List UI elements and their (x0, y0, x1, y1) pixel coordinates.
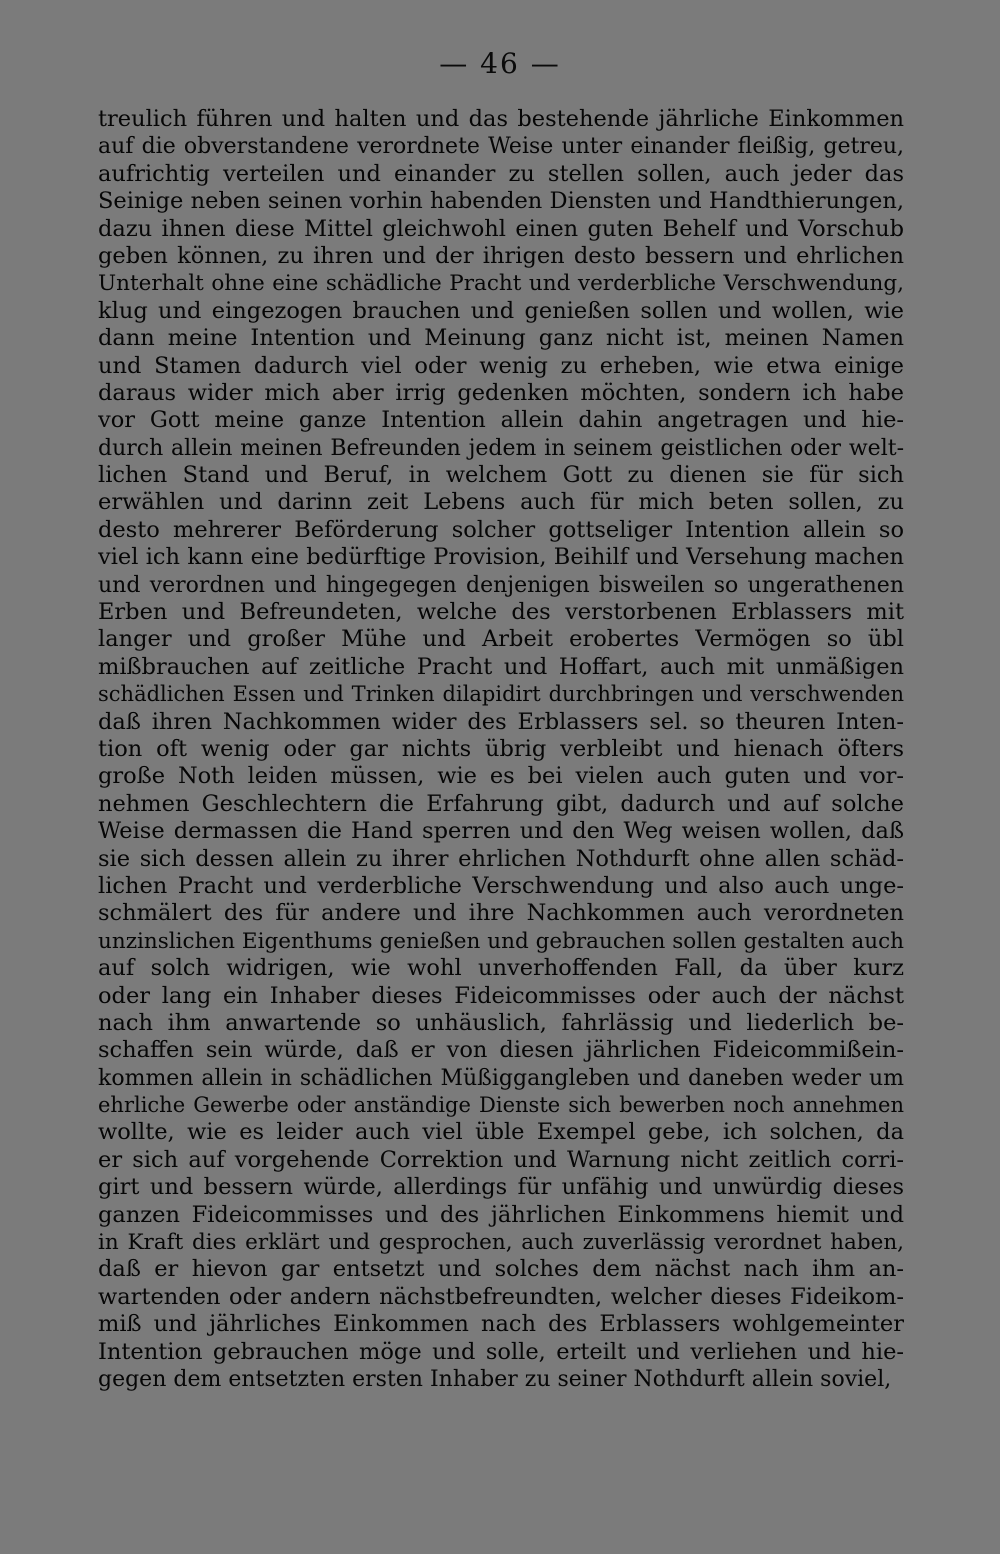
text-line: schmälert des für andere und ihre Nachkommen auch verordneten (98, 900, 904, 927)
text-line: mißbrauchen auf zeitliche Pracht und Hoffart, auch mit unmäßigen (98, 653, 904, 680)
text-line: girt und bessern würde, allerdings für unfähig und unwürdig dieses (98, 1174, 904, 1201)
text-line: schädlichen Essen und Trinken dilapidirt durchbringen und verschwenden (98, 682, 904, 707)
text-line: Unterhalt ohne eine schädliche Pracht und verderbliche Verschwendung, (98, 271, 904, 297)
text-line: lichen Stand und Beruf, in welchem Gott zu dienen sie für sich (98, 462, 904, 489)
text-line: Erben und Befreundeten, welche des verstorbenen Erblassers mit (98, 599, 904, 626)
text-line: nach ihm anwartende so unhäuslich, fahrlässig und liederlich be- (98, 1009, 904, 1036)
text-line: vor Gott meine ganze Intention allein dahin angetragen und hie- (98, 407, 904, 434)
text-line: oder lang ein Inhaber dieses Fideicommisses oder auch der nächst (98, 982, 904, 1009)
text-line: desto mehrerer Beförderung solcher gottseliger Intention allein so (98, 516, 904, 543)
text-line: dann meine Intention und Meinung ganz nicht ist, meinen Namen (98, 325, 904, 352)
text-line: wollte, wie es leider auch viel üble Exempel gebe, ich solchen, da (98, 1119, 904, 1146)
text-line: daß ihren Nachkommen wider des Erblassers sel. so theuren Inten- (98, 708, 904, 735)
text-line: nehmen Geschlechtern die Erfahrung gibt, dadurch und auf solche (98, 790, 904, 817)
text-line: daraus wider mich aber irrig gedenken möchten, sondern ich habe (98, 379, 904, 406)
text-line: auf die obverstandene verordnete Weise unter einander fleißig, getreu, (98, 134, 904, 160)
text-line: viel ich kann eine bedürftige Provision, Beihilf und Versehung machen (98, 544, 904, 571)
text-line: wartenden oder andern nächstbefreundten, welcher dieses Fideikom- (98, 1283, 904, 1310)
text-line: und verordnen und hingegegen denjenigen bisweilen so ungerathenen (98, 572, 904, 598)
text-line: lichen Pracht und verderbliche Verschwendung und also auch unge- (98, 872, 904, 899)
text-line: Weise dermassen die Hand sperren und den Weg weisen wollen, daß (98, 818, 904, 845)
text-line: Seinige neben seinen vorhin habenden Diensten und Handthierungen, (98, 188, 904, 215)
text-line: auf solch widrigen, wie wohl unverhoffenden Fall, da über kurz (98, 955, 904, 982)
text-line: sie sich dessen allein zu ihrer ehrlichen Nothdurft ohne allen schäd- (98, 845, 904, 872)
text-line: ehrliche Gewerbe oder anständige Dienste sich bewerben noch annehmen (98, 1093, 904, 1118)
text-line: unzinslichen Eigenthums genießen und gebrauchen sollen gestalten auch (98, 928, 904, 954)
text-line: geben können, zu ihren und der ihrigen desto bessern und ehrlichen (98, 242, 904, 269)
text-line: er sich auf vorgehende Correktion und Warnung nicht zeitlich corri- (98, 1146, 904, 1173)
text-line: daß er hievon gar entsetzt und solches dem nächst nach ihm an- (98, 1256, 904, 1283)
text-line: Intention gebrauchen möge und solle, erteilt und verliehen und hie- (98, 1338, 904, 1365)
text-line: aufrichtig verteilen und einander zu stellen sollen, auch jeder das (98, 160, 904, 187)
page-number: — 46 — (439, 47, 561, 80)
text-line: in Kraft dies erklärt und gesprochen, auch zuverlässig verordnet haben, (98, 1230, 904, 1256)
text-line: dazu ihnen diese Mittel gleichwohl einen guten Behelf und Vorschub (98, 215, 904, 242)
text-line: durch allein meinen Befreunden jedem in seinem geistlichen oder welt- (98, 435, 904, 461)
text-line: erwählen und darinn zeit Lebens auch für mich beten sollen, zu (98, 489, 904, 516)
body-text (98, 106, 904, 1393)
text-line: tion oft wenig oder gar nichts übrig verbleibt und hienach öfters (98, 735, 904, 762)
text-line: schaffen sein würde, daß er von diesen jährlichen Fideicommißein- (98, 1037, 904, 1064)
text-line: klug und eingezogen brauchen und genießen sollen und wollen, wie (98, 297, 904, 324)
text-line: langer und großer Mühe und Arbeit erobertes Vermögen so übl (98, 626, 904, 653)
text-line: treulich führen und halten und das bestehende jährliche Einkommen (98, 106, 904, 132)
text-line: gegen dem entsetzten ersten Inhaber zu seiner Nothdurft allein soviel, (98, 1366, 892, 1392)
text-line: ganzen Fideicommisses und des jährlichen Einkommens hiemit und (98, 1201, 904, 1228)
text-line: kommen allein in schädlichen Müßiggangleben und daneben weder um (98, 1065, 904, 1091)
text-line: und Stamen dadurch viel oder wenig zu erheben, wie etwa einige (98, 352, 904, 379)
text-line: große Noth leiden müssen, wie es bei vielen auch guten und vor- (98, 763, 904, 790)
text-line: miß und jährliches Einkommen nach des Erblassers wohlgemeinter (98, 1311, 904, 1338)
